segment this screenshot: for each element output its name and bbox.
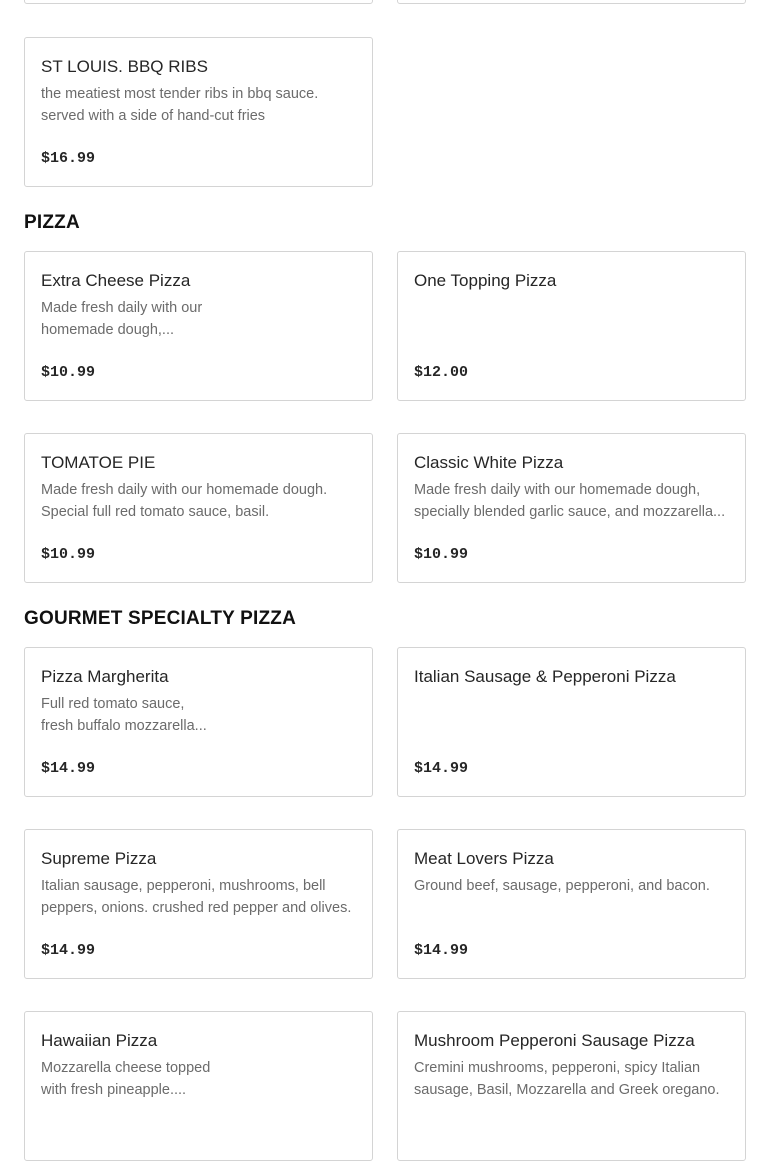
menu-item-card-supreme[interactable] — [24, 829, 373, 979]
item-price: $10.99 — [41, 546, 96, 563]
menu-item-card-extra-cheese[interactable] — [24, 251, 373, 401]
item-price: $14.99 — [414, 760, 469, 777]
item-name: One Topping Pizza — [414, 271, 557, 290]
section-title-gourmet: GOURMET SPECIALTY PIZZA — [24, 608, 297, 629]
item-name: Meat Lovers Pizza — [414, 849, 554, 868]
menu-item-card-sausage-pepperoni[interactable] — [397, 647, 746, 797]
menu-item-card-mushroom-pepperoni-sausage[interactable] — [397, 1011, 746, 1161]
item-price: $10.99 — [41, 364, 96, 381]
item-description: Mozzarella cheese topped with fresh pineapple.... — [41, 1060, 211, 1098]
item-description: Made fresh daily with our homemade dough, specially blended garlic sauce, and mozzarella... — [414, 482, 726, 520]
item-name: Extra Cheese Pizza — [41, 271, 191, 290]
menu-item-card-margherita[interactable] — [24, 647, 373, 797]
item-name: Supreme Pizza — [41, 849, 157, 868]
item-price: $16.99 — [41, 150, 96, 167]
menu-item-card-hawaiian[interactable] — [24, 1011, 373, 1161]
item-description: Italian sausage, pepperoni, mushrooms, bell peppers, onions. crushed red pepper and olives. — [41, 878, 352, 916]
item-price: $12.00 — [414, 364, 469, 381]
section-title-pizza: PIZZA — [24, 212, 80, 233]
item-name: Hawaiian Pizza — [41, 1031, 158, 1050]
item-description: Cremini mushrooms, pepperoni, spicy Italian sausage, Basil, Mozzarella and Greek oregano. — [414, 1060, 720, 1098]
item-name: Pizza Margherita — [41, 667, 169, 686]
item-price: $14.99 — [41, 760, 96, 777]
menu-item-card-tomatoe-pie[interactable] — [24, 433, 373, 583]
item-price: $10.99 — [414, 546, 469, 563]
item-name: Classic White Pizza — [414, 453, 564, 472]
menu-item-card-partial[interactable] — [24, 0, 373, 4]
menu-item-card-partial[interactable] — [397, 0, 746, 4]
item-name: ST LOUIS. BBQ RIBS — [41, 57, 208, 76]
menu-item-card-meat-lovers[interactable] — [397, 829, 746, 979]
item-description: Made fresh daily with our homemade dough,... — [41, 300, 203, 338]
item-description: Made fresh daily with our homemade dough. Special full red tomato sauce, basil. — [41, 482, 328, 520]
item-name: TOMATOE PIE — [41, 453, 156, 472]
menu-item-card-one-topping[interactable] — [397, 251, 746, 401]
item-name: Italian Sausage & Pepperoni Pizza — [414, 667, 676, 686]
item-description: the meatiest most tender ribs in bbq sauce. served with a side of hand-cut fries — [41, 86, 319, 124]
item-name: Mushroom Pepperoni Sausage Pizza — [414, 1031, 695, 1050]
item-price: $14.99 — [414, 942, 469, 959]
item-description: Full red tomato sauce, fresh buffalo mozzarella... — [41, 696, 207, 734]
item-price: $14.99 — [41, 942, 96, 959]
menu-item-card-bbq-ribs[interactable] — [24, 37, 373, 187]
menu-item-card-classic-white[interactable] — [397, 433, 746, 583]
item-description: Ground beef, sausage, pepperoni, and bacon. — [414, 878, 710, 894]
